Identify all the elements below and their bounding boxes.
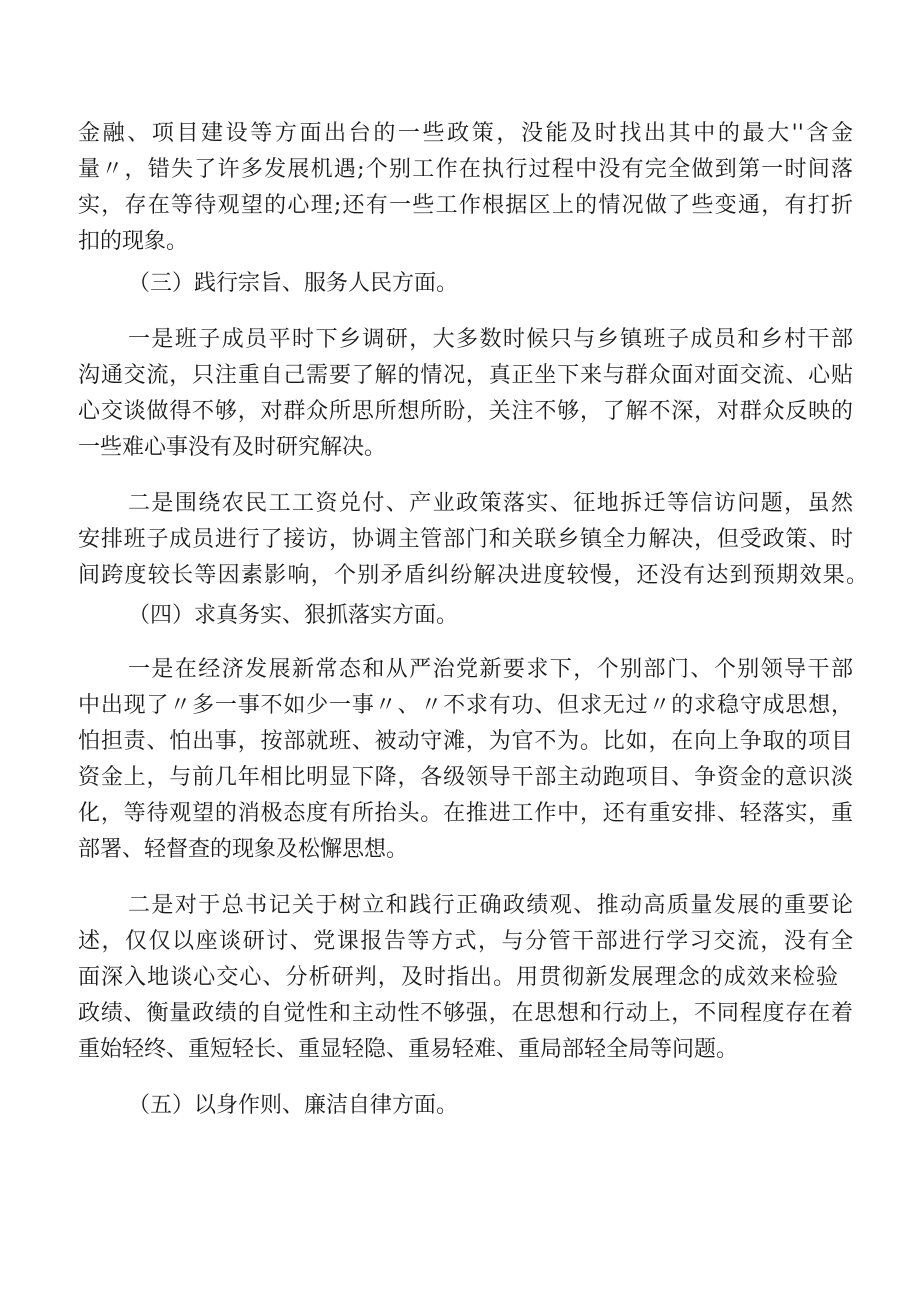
body-text-line: 实，存在等待观望的心理;还有一些工作根据区上的情况做了些变通，有打折 — [78, 193, 853, 218]
body-text-line: 中出现了〃多一事不如少一事〃、〃不求有功、但求无过〃的求稳守成思想， — [78, 693, 853, 718]
body-text-line: 政绩、衡量政绩的自觉性和主动性不够强，在思想和行动上，不同程度存在着 — [78, 1001, 853, 1026]
body-text-line: 扣的现象。 — [78, 229, 189, 254]
body-text-line: 资金上，与前几年相比明显下降，各级领导干部主动跑项目、争资金的意识淡 — [78, 765, 853, 790]
body-text-line: 部署、轻督查的现象及松懈思想。 — [78, 837, 409, 862]
body-text-line: 一是在经济发展新常态和从严治党新要求下，个别部门、个别领导干部 — [128, 657, 853, 682]
body-text-line: 化，等待观望的消极态度有所抬头。在推进工作中，还有重安排、轻落实，重 — [78, 801, 853, 826]
body-text-line: 怕担责、怕出事，按部就班、被动守滩，为官不为。比如，在向上争取的项目 — [78, 729, 853, 754]
body-text-line: 二是对于总书记关于树立和践行正确政绩观、推动高质量发展的重要论 — [128, 893, 853, 918]
body-text-line: 一些难心事没有及时研究解决。 — [78, 435, 387, 460]
body-text-line: 述，仅仅以座谈研讨、党课报告等方式，与分管干部进行学习交流，没有全 — [78, 929, 853, 954]
body-text-line: 安排班子成员进行了接访，协调主管部门和关联乡镇全力解决，但受政策、时 — [78, 527, 853, 552]
body-text-line: 金融、项目建设等方面出台的一些政策，没能及时找出其中的最大''含金 — [78, 121, 853, 146]
section-heading: （四）求真务实、狠抓落实方面。 — [128, 603, 459, 628]
body-text-line: 二是围绕农民工工资兑付、产业政策落实、征地拆迁等信访问题，虽然 — [128, 491, 853, 516]
body-text-line: 一是班子成员平时下乡调研，大多数时候只与乡镇班子成员和乡村干部 — [128, 327, 853, 352]
section-heading: （五）以身作则、廉洁自律方面。 — [128, 1093, 459, 1118]
body-text-line: 沟通交流，只注重自己需要了解的情况，真正坐下来与群众面对面交流、心贴 — [78, 363, 853, 388]
body-text-line: 量〃，错失了许多发展机遇;个别工作在执行过程中没有完全做到第一时间落 — [78, 157, 853, 182]
body-text-line: 面深入地谈心交心、分析研判，及时指出。用贯彻新发展理念的成效来检验 — [78, 965, 838, 990]
body-text-line: 间跨度较长等因素影响，个别矛盾纠纷解决进度较慢，还没有达到预期效果。 — [78, 563, 868, 588]
body-text-line: 重始轻终、重短轻长、重显轻隐、重易轻难、重局部轻全局等问题。 — [78, 1037, 739, 1062]
body-text-line: 心交谈做得不够，对群众所思所想所盼，关注不够，了解不深，对群众反映的 — [78, 399, 853, 424]
section-heading: （三）践行宗旨、服务人民方面。 — [128, 271, 459, 296]
